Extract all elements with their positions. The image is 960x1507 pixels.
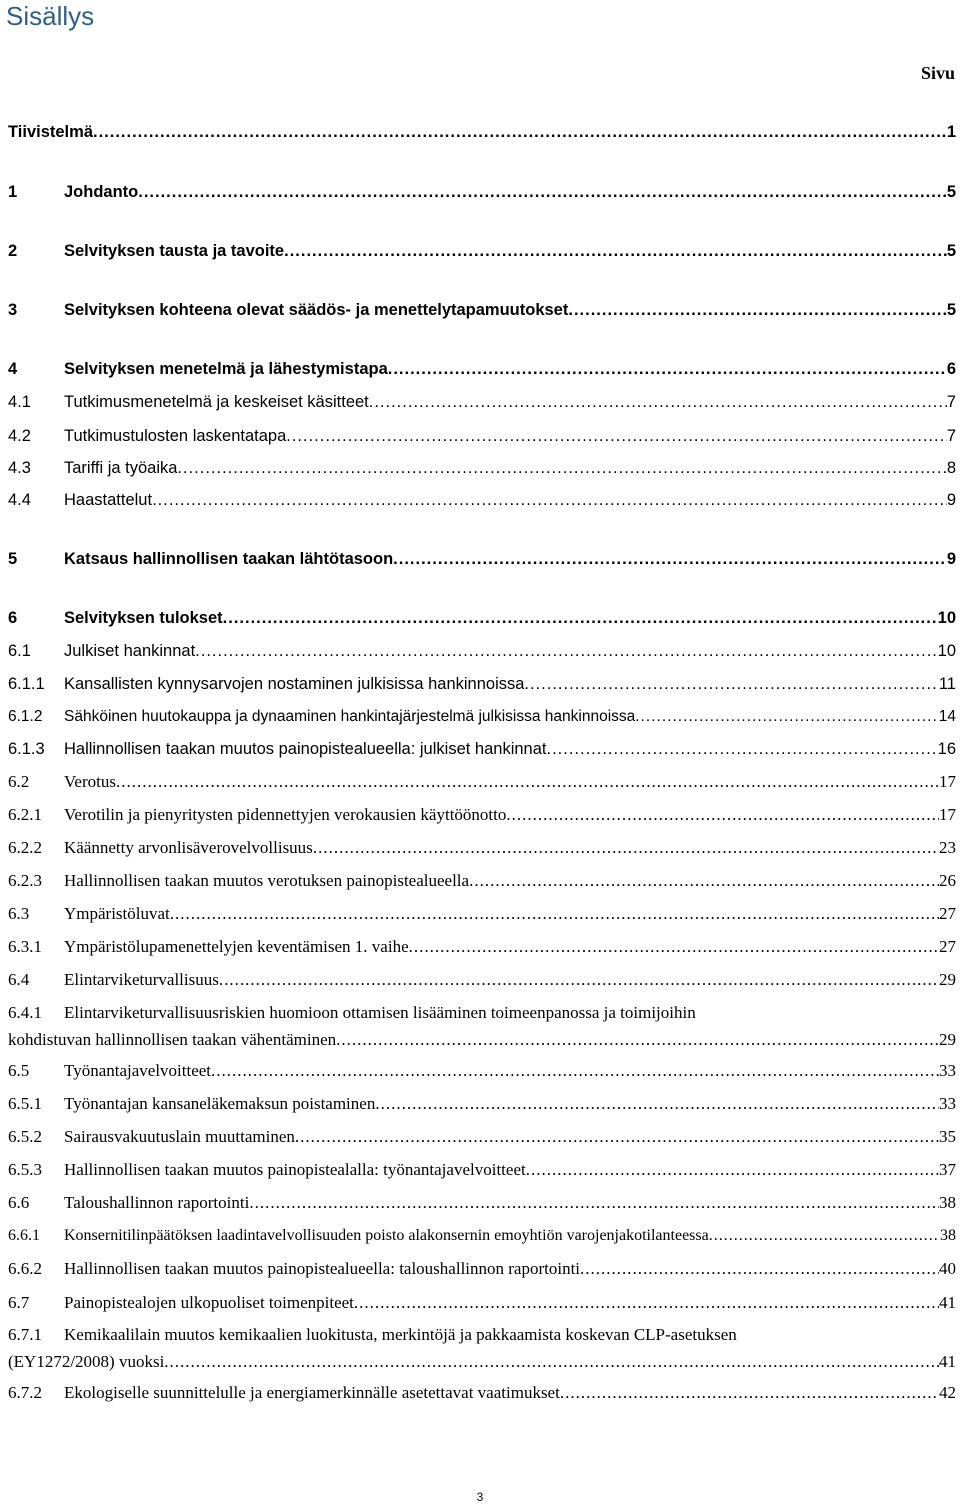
toc-entry-page: 29 (939, 970, 956, 989)
toc-leader (211, 1059, 939, 1083)
toc-entry-page: 7 (946, 393, 956, 411)
toc-entry-label: Elintarviketurvallisuusriskien huomioon ottamisen lisääminen toimeenpanossa ja toimijoihin (64, 1003, 696, 1022)
toc-entry-label: Ekologiselle suunnittelulle ja energiamerkinnälle asetettavat vaatimukset (64, 1383, 560, 1402)
toc-entry-number: 4.2 (8, 427, 31, 445)
toc-entry-page: 38 (939, 1193, 956, 1212)
toc-entry-label: Tutkimustulosten laskentatapa (64, 427, 287, 445)
toc-entry-page: 33 (939, 1061, 956, 1080)
toc-leader (93, 120, 947, 144)
toc-entry-page: 27 (939, 937, 956, 956)
toc-entry-label: Hallinnollisen taakan muutos painopistealueella: julkiset hankinnat (64, 740, 547, 758)
toc-leader (568, 298, 946, 322)
toc-entry[interactable] (8, 298, 956, 322)
toc-entry[interactable] (8, 1191, 956, 1215)
toc-entry-page: 16 (937, 740, 956, 758)
toc-entry-label: Hallinnollisen taakan muutos painopistealalla: työnantajavelvoitteet (64, 1160, 526, 1179)
toc-leader (354, 1291, 939, 1315)
toc-entry-page: 37 (939, 1160, 956, 1179)
toc-entry-page: 23 (939, 838, 956, 857)
toc-entry-label: Tutkimusmenetelmä ja keskeiset käsitteet (64, 393, 369, 411)
toc-entry-label: Taloushallinnon raportointi (64, 1193, 250, 1212)
toc-leader (170, 902, 939, 926)
toc-entry-label-continued: kohdistuvan hallinnollisen taakan vähentäminen (8, 1030, 337, 1049)
toc-entry-label: Sähköinen huutokauppa ja dynaaminen hankintajärjestelmä julkisissa hankinnoissa (64, 708, 636, 725)
toc-entry-number: 6.7.1 (8, 1325, 42, 1344)
toc-leader (313, 836, 939, 860)
toc-entry[interactable] (8, 639, 956, 663)
toc-entry-label: Painopistealojen ulkopuoliset toimenpiteet (64, 1293, 354, 1312)
toc-entry[interactable] (8, 902, 956, 926)
toc-entry-number: 6.7.2 (8, 1383, 42, 1402)
toc-entry-label: Hallinnollisen taakan muutos painopistealueella: taloushallinnon raportointi (64, 1259, 581, 1278)
toc-leader (116, 770, 939, 794)
toc-entry-label: Selvityksen kohteena olevat säädös- ja menettelytapamuutokset (64, 301, 569, 319)
toc-entry[interactable] (8, 968, 956, 992)
toc-entry-number: 6.6 (8, 1193, 30, 1212)
toc-leader (138, 180, 947, 204)
toc-entry[interactable] (8, 1001, 956, 1052)
toc-entry-number: 6.3.1 (8, 937, 42, 956)
toc-entry-page: 26 (939, 871, 956, 890)
toc-entry-label: Ympäristölupamenettelyjen keventämisen 1. vaihe (64, 937, 409, 956)
toc-entry-page: 42 (939, 1383, 956, 1402)
toc-entry-number: 6.1 (8, 642, 31, 660)
toc-entry[interactable] (8, 1291, 956, 1315)
toc-entry-label: Haastattelut (64, 491, 153, 509)
toc-entry-page: 33 (939, 1094, 956, 1113)
toc-entry-label: Tariffi ja työaika (64, 459, 178, 477)
toc-entry-page: 27 (939, 904, 956, 923)
toc-entry[interactable] (8, 705, 956, 729)
toc-entry[interactable] (8, 935, 956, 959)
toc-entry-number: 6.6.1 (8, 1227, 40, 1244)
toc-leader (336, 1028, 939, 1052)
toc-leader (635, 705, 938, 729)
toc-leader (295, 1125, 939, 1149)
toc-entry-page: 38 (940, 1227, 956, 1244)
toc-entry-number: 3 (8, 301, 18, 319)
toc-leader (560, 1381, 939, 1405)
toc-entry[interactable] (8, 1257, 956, 1281)
toc-entry-label: Kemikaalilain muutos kemikaalien luokitusta, merkintöjä ja pakkaamista koskevan CLP-asetuksen (64, 1325, 737, 1344)
page-column-header: Sivu (920, 63, 955, 83)
toc-leader (709, 1224, 940, 1248)
toc-entry-number: 4 (8, 360, 18, 378)
toc-entry-label: Elintarviketurvallisuus (64, 970, 219, 989)
toc-entry[interactable] (8, 1381, 956, 1405)
toc-entry-label: Työnantajan kansaneläkemaksun poistaminen (64, 1094, 376, 1113)
toc-leader (409, 935, 939, 959)
toc-entry[interactable] (8, 424, 956, 448)
toc-entry[interactable] (8, 547, 956, 571)
toc-entry-number: 6.1.2 (8, 708, 43, 725)
toc-entry-page: 29 (939, 1030, 956, 1049)
page-title: Sisällys (6, 1, 95, 31)
toc-entry-number: 6.2.2 (8, 838, 42, 857)
toc-entry-label-continued: (EY1272/2008) vuoksi (8, 1352, 165, 1371)
toc-leader (375, 1092, 939, 1116)
toc-entry-page: 11 (938, 675, 956, 693)
toc-entry-label: Käännetty arvonlisäverovelvollisuus (64, 838, 313, 857)
toc-entry-label: Katsaus hallinnollisen taakan lähtötasoon (64, 550, 394, 568)
toc-entry-number: 6.2.3 (8, 871, 42, 890)
toc-leader (393, 547, 947, 571)
toc-entry-number: 4.3 (8, 459, 31, 477)
toc-leader (506, 803, 939, 827)
toc-leader (388, 357, 947, 381)
toc-entry-page: 5 (946, 183, 956, 201)
toc-entry[interactable] (8, 239, 956, 263)
toc-entry[interactable] (8, 737, 956, 761)
toc-entry-page: 5 (946, 301, 956, 319)
toc-leader (223, 606, 938, 630)
toc-entry-page: 40 (939, 1259, 956, 1278)
toc-leader (469, 869, 939, 893)
toc-leader (219, 968, 939, 992)
toc-entry-label: Työnantajavelvoitteet (64, 1061, 212, 1080)
toc-entry-label: Kansallisten kynnysarvojen nostaminen julkisissa hankinnoissa (64, 675, 525, 693)
toc-entry-label: Verotus (64, 772, 116, 791)
toc-leader (526, 1158, 939, 1182)
toc-entry-number: 6.5.3 (8, 1160, 42, 1179)
toc-entry-number: 6.4.1 (8, 1003, 42, 1022)
toc-entry-page: 6 (946, 360, 956, 378)
toc-entry-number: 1 (8, 183, 18, 201)
toc-entry-label: Tiivistelmä (8, 123, 93, 141)
toc-leader (152, 488, 947, 512)
toc-entry[interactable] (8, 1158, 956, 1182)
toc-entry-number: 6.6.2 (8, 1259, 42, 1278)
toc-entry[interactable] (8, 456, 956, 480)
toc-entry[interactable] (8, 488, 956, 512)
toc-entry-number: 6.7 (8, 1293, 30, 1312)
toc-entry-number: 6 (8, 609, 18, 627)
toc-entry-page: 9 (946, 491, 956, 509)
toc-entry-page: 17 (939, 805, 956, 824)
toc-leader (524, 672, 938, 696)
toc-leader (195, 639, 937, 663)
toc-entry[interactable] (8, 836, 956, 860)
toc-entry-number: 6.4 (8, 970, 30, 989)
toc-entry-page: 17 (939, 772, 956, 791)
toc-leader (249, 1191, 939, 1215)
toc-entry-number: 6.5.1 (8, 1094, 42, 1113)
toc-leader (164, 1350, 939, 1374)
toc-entry-number: 6.1.1 (8, 675, 45, 693)
toc-entry[interactable] (8, 180, 956, 204)
toc-entry[interactable] (8, 120, 956, 144)
toc-entry-page: 8 (946, 459, 956, 477)
toc-leader (284, 239, 947, 263)
toc-entry[interactable] (8, 1224, 956, 1248)
toc-entry-label: Selvityksen menetelmä ja lähestymistapa (64, 360, 388, 378)
toc-entry-label: Selvityksen tausta ja tavoite (64, 242, 285, 260)
toc-leader (580, 1257, 939, 1281)
toc-entry[interactable] (8, 770, 956, 794)
toc-entry[interactable] (8, 606, 956, 630)
toc-leader (177, 456, 946, 480)
toc-entry[interactable] (8, 869, 956, 893)
page-number: 3 (476, 1490, 484, 1504)
toc-entry[interactable] (8, 1059, 956, 1083)
toc-entry-number: 5 (8, 550, 18, 568)
toc-entry-label: Ympäristöluvat (64, 904, 170, 923)
toc-entry-page: 35 (939, 1127, 956, 1146)
toc-entry-number: 6.3 (8, 904, 30, 923)
toc-entry-number: 2 (8, 242, 18, 260)
toc-leader (546, 737, 937, 761)
toc-entry-number: 4.4 (8, 491, 31, 509)
toc-entry-page: 41 (939, 1352, 956, 1371)
toc-entry[interactable] (8, 672, 956, 696)
toc-entry[interactable] (8, 803, 956, 827)
toc-entry-page: 1 (946, 123, 956, 141)
toc-entry[interactable] (8, 1323, 956, 1374)
toc-entry-label: Julkiset hankinnat (64, 642, 196, 660)
toc-entry-number: 6.5 (8, 1061, 30, 1080)
toc-entry-page: 5 (946, 242, 956, 260)
toc-leader (286, 424, 947, 448)
toc-entry[interactable] (8, 1092, 956, 1116)
toc-entry-number: 4.1 (8, 393, 31, 411)
toc-entry-page: 41 (939, 1293, 956, 1312)
toc-entry[interactable] (8, 1125, 956, 1149)
toc-entry-label: Selvityksen tulokset (64, 609, 223, 627)
toc-entry-page: 10 (937, 609, 956, 627)
toc-entry-label: Verotilin ja pienyritysten pidennettyjen verokausien käyttöönotto (64, 805, 507, 824)
toc-entry-page: 10 (937, 642, 956, 660)
toc-entry-label: Konsernitilinpäätöksen laadintavelvollisuuden poisto alakonsernin emoyhtiön varojenjakotilanteessa (64, 1227, 709, 1244)
toc-entry-number: 6.2 (8, 772, 30, 791)
toc-entry-number: 6.5.2 (8, 1127, 42, 1146)
toc-entry-page: 14 (938, 708, 956, 725)
toc-entry-label: Sairausvakuutuslain muuttaminen (64, 1127, 295, 1146)
toc-entry-label: Johdanto (64, 183, 139, 201)
toc-entry[interactable] (8, 390, 956, 414)
toc-entry[interactable] (8, 357, 956, 381)
toc-leader (369, 390, 947, 414)
toc-entry-page: 7 (946, 427, 956, 445)
toc-entry-label: Hallinnollisen taakan muutos verotuksen painopistealueella (64, 871, 470, 890)
toc-entry-number: 6.1.3 (8, 740, 45, 758)
toc-entry-page: 9 (946, 550, 956, 568)
toc-entry-number: 6.2.1 (8, 805, 42, 824)
